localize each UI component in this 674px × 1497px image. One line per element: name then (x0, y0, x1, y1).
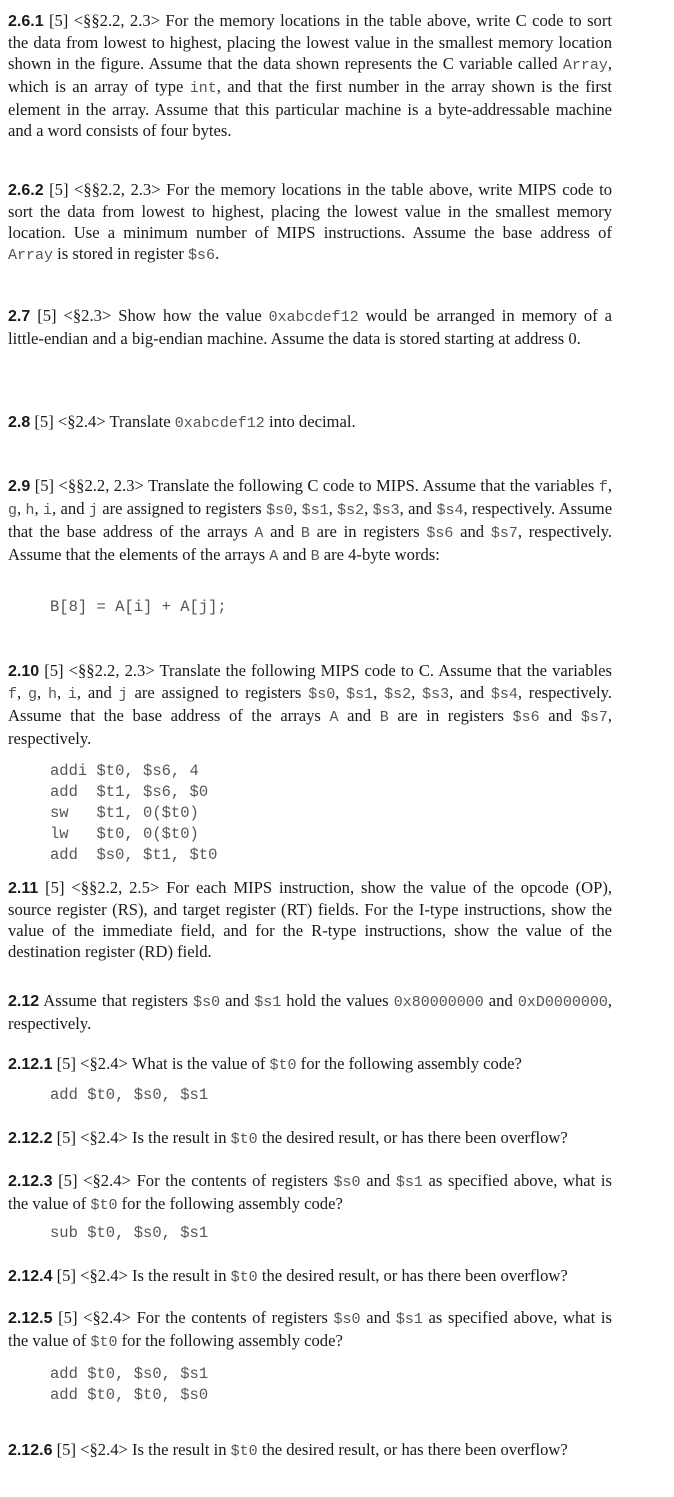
exercise-2-7 (8, 305, 612, 349)
exercise-text: the desired result, or has there been overflow? (257, 1440, 568, 1459)
exercise-text: the desired result, or has there been overflow? (257, 1128, 568, 1147)
exercise-text: , (56, 683, 68, 702)
exercise-text: [5] <§2.4> Translate (30, 412, 175, 431)
exercise-text: , (373, 683, 385, 702)
inline-code: Array (8, 247, 54, 264)
code-block-2-12-1: add $t0, $s0, $s1 (50, 1086, 209, 1104)
inline-code: $s1 (301, 502, 329, 519)
exercise-text: as specified above, what is the value of (8, 1171, 612, 1213)
exercise-text: [5] <§2.4> For the contents of registers (52, 1308, 334, 1327)
exercise-number: 2.6.1 (8, 13, 44, 30)
exercise-text: and (338, 706, 380, 725)
exercise-text: [5] <§§2.2, 2.3> For the memory locations in the table above, write MIPS code to sort the data from lowest to highest, placing the lowest value in the smallest memory location. Use a minimum number of MIPS instructions. Assume the base address of (8, 180, 612, 242)
inline-code: g (27, 686, 37, 703)
exercise-text: , (364, 499, 373, 518)
exercise-text: hold the values (281, 991, 394, 1010)
exercise-text: [5] <§2.3> Show how the value (30, 306, 269, 325)
inline-code: $s3 (372, 502, 400, 519)
exercise-2-11 (8, 877, 612, 962)
exercise-2-6-1 (8, 10, 612, 141)
inline-code: i (67, 686, 77, 703)
code-block-2-10: addi $t0, $s6, 4 add $t1, $s6, $0 sw $t1, 0($t0) lw $t0, 0($t0) add $s0, $t1, $t0 (50, 762, 218, 864)
exercise-2-12-2 (8, 1127, 612, 1150)
exercise-text: would be arranged in memory of a little-endian and a big-endian machine. Assume the data is stored starting at address 0. (8, 306, 612, 348)
inline-code: 0xD0000000 (517, 994, 608, 1011)
inline-code: f (598, 479, 608, 496)
inline-code: f (8, 686, 18, 703)
code-block-2-9: B[8] = A[i] + A[j]; (50, 598, 227, 616)
exercise-text: [5] <§2.4> For the contents of registers (52, 1171, 334, 1190)
exercise-text: , (411, 683, 423, 702)
exercise-text: , and (52, 499, 89, 518)
inline-code: $t0 (230, 1269, 258, 1286)
exercise-number: 2.12.3 (8, 1173, 53, 1190)
inline-code: A (329, 709, 339, 726)
inline-code: $s7 (490, 525, 518, 542)
exercise-2-12-6 (8, 1439, 612, 1462)
inline-code: B (300, 525, 310, 542)
exercise-text: and (539, 706, 581, 725)
code-block-2-12-3: sub $t0, $s0, $s1 (50, 1224, 209, 1242)
inline-code: B (310, 548, 320, 565)
code-block-2-12-5: add $t0, $s0, $s1 add $t0, $t0, $s0 (50, 1365, 209, 1404)
exercise-text: [5] <§2.4> Is the result in (52, 1266, 231, 1285)
exercise-text: , (17, 683, 28, 702)
inline-code: $s2 (384, 686, 412, 703)
inline-code: B (379, 709, 389, 726)
exercise-text: are in registers (388, 706, 513, 725)
inline-code: $t0 (90, 1334, 118, 1351)
exercise-2-6-2 (8, 179, 612, 266)
inline-code: $s1 (395, 1311, 423, 1328)
exercise-number: 2.11 (8, 880, 39, 897)
exercise-number: 2.12.5 (8, 1310, 53, 1327)
exercise-text: [5] <§§2.2, 2.3> For the memory locations in the table above, write C code to sort the data from lowest to highest, placing the lowest value in the smallest memory location shown in the figure. Assume that the data shown represents the C variable called (8, 11, 612, 73)
exercise-number: 2.12.4 (8, 1268, 53, 1285)
exercise-number: 2.9 (8, 478, 31, 495)
exercise-text: [5] <§2.4> What is the value of (52, 1054, 270, 1073)
exercise-text: and (483, 991, 518, 1010)
exercise-text: , (607, 476, 612, 495)
inline-code: $s0 (308, 686, 336, 703)
inline-code: i (43, 502, 53, 519)
exercise-text: , (335, 683, 347, 702)
inline-code: $s1 (254, 994, 282, 1011)
inline-code: $s1 (395, 1174, 423, 1191)
exercise-text: [5] <§2.4> Is the result in (52, 1128, 231, 1147)
inline-code: $s3 (422, 686, 450, 703)
exercise-number: 2.12.1 (8, 1056, 53, 1073)
exercise-text: into decimal. (264, 412, 356, 431)
exercise-text: [5] <§§2.2, 2.3> Translate the following MIPS code to C. Assume that the variables (39, 661, 612, 680)
exercise-text: [5] <§§2.2, 2.3> Translate the following C code to MIPS. Assume that the variables (30, 476, 599, 495)
exercise-text: , (36, 683, 48, 702)
exercise-2-10 (8, 660, 612, 749)
exercise-text: , respectively. Assume that the elements of the arrays (8, 522, 612, 564)
exercise-text: and (360, 1308, 396, 1327)
exercise-text: for the following assembly code? (296, 1054, 522, 1073)
exercise-2-8 (8, 411, 612, 434)
inline-code: int (189, 80, 217, 97)
exercise-number: 2.12 (8, 993, 40, 1010)
exercise-text: [5] <§2.4> Is the result in (52, 1440, 231, 1459)
exercise-number: 2.6.2 (8, 182, 44, 199)
inline-code: $s0 (266, 502, 294, 519)
exercise-text: are assigned to registers (97, 499, 267, 518)
exercise-number: 2.12.2 (8, 1130, 53, 1147)
exercise-number: 2.10 (8, 663, 40, 680)
inline-code: $s6 (188, 247, 216, 264)
inline-code: $s6 (426, 525, 454, 542)
inline-code: $s2 (337, 502, 365, 519)
exercise-text: and (263, 522, 301, 541)
inline-code: $s4 (436, 502, 464, 519)
exercise-text: , respectively. Assume that the base address of the arrays (8, 499, 613, 541)
exercise-text: , and (399, 499, 437, 518)
exercise-text: , and (449, 683, 491, 702)
exercise-text: , (34, 499, 44, 518)
inline-code: $s0 (193, 994, 221, 1011)
exercise-text: , (328, 499, 338, 518)
inline-code: 0xabcdef12 (174, 415, 265, 432)
exercise-text: Assume that registers (39, 991, 194, 1010)
exercise-text: and (220, 991, 255, 1010)
inline-code: $s1 (346, 686, 374, 703)
exercise-text: , (17, 499, 26, 518)
exercise-text: , and (76, 683, 119, 702)
exercise-text: is stored in register (53, 244, 189, 263)
inline-code: $t0 (230, 1443, 258, 1460)
exercise-text: are assigned to registers (127, 683, 309, 702)
inline-code: $t0 (90, 1197, 118, 1214)
exercise-number: 2.7 (8, 308, 31, 325)
exercise-text: , and that the first number in the array shown is the first element in the array. Assume that this particular machine is a byte-addressable machine and a word consists of four bytes. (8, 77, 612, 140)
inline-code: $t0 (269, 1057, 297, 1074)
exercise-number: 2.12.6 (8, 1442, 53, 1459)
exercise-text: as specified above, what is the value of (8, 1308, 612, 1350)
exercise-text: are 4-byte words: (319, 545, 440, 564)
exercise-text: , respectively. Assume that the base address of the arrays (8, 683, 613, 725)
exercise-text: [5] <§§2.2, 2.5> For each MIPS instruction, show the value of the opcode (OP), source register (RS), and target register (RT) fields. For the I-type instructions, show the value of the immediate field, and for the R-type instructions, show the value of the destination register (RD) field. (8, 878, 612, 961)
exercise-text: for the following assembly code? (117, 1194, 343, 1213)
inline-code: $s7 (580, 709, 608, 726)
inline-code: $s6 (512, 709, 540, 726)
exercise-text: the desired result, or has there been overflow? (257, 1266, 568, 1285)
inline-code: j (118, 686, 128, 703)
exercise-2-12-4 (8, 1265, 612, 1288)
inline-code: h (47, 686, 57, 703)
exercise-2-12 (8, 990, 612, 1034)
inline-code: 0xabcdef12 (268, 309, 359, 326)
inline-code: A (269, 548, 279, 565)
exercise-number: 2.8 (8, 414, 31, 431)
inline-code: $s4 (490, 686, 518, 703)
inline-code: $s0 (333, 1311, 361, 1328)
exercise-text: , respectively. (8, 991, 612, 1033)
inline-code: j (88, 502, 98, 519)
exercise-text: are in registers (309, 522, 427, 541)
inline-code: Array (562, 57, 608, 74)
inline-code: A (254, 525, 264, 542)
inline-code: h (25, 502, 35, 519)
inline-code: 0x80000000 (393, 994, 484, 1011)
exercise-2-12-3 (8, 1170, 612, 1216)
exercise-text: for the following assembly code? (117, 1331, 343, 1350)
exercise-text: , (293, 499, 302, 518)
inline-code: $s0 (333, 1174, 361, 1191)
inline-code: g (8, 502, 18, 519)
exercise-text: . (215, 244, 220, 263)
exercise-text: and (278, 545, 311, 564)
exercise-2-12-1 (8, 1053, 612, 1076)
exercise-text: , which is an array of type (8, 54, 612, 96)
exercise-text: and (453, 522, 491, 541)
inline-code: $t0 (230, 1131, 258, 1148)
exercise-text: , respectively. (8, 706, 612, 748)
exercise-text: and (360, 1171, 396, 1190)
exercise-2-12-5 (8, 1307, 612, 1353)
exercise-2-9 (8, 475, 612, 567)
